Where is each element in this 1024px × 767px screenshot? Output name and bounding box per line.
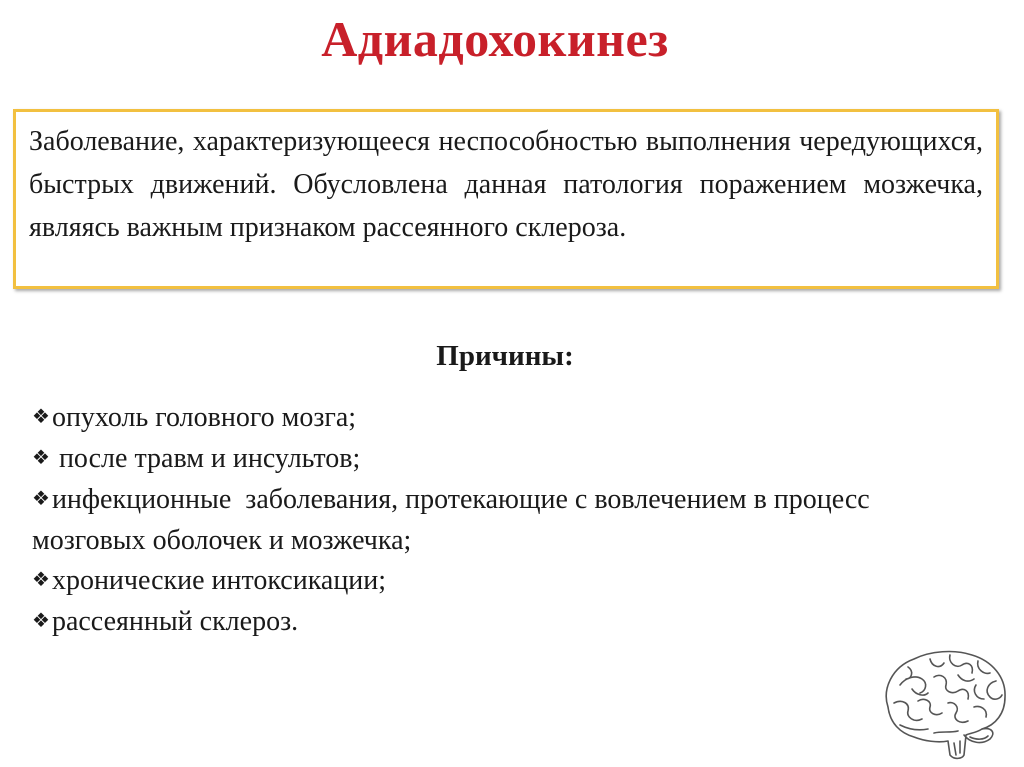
- brain-icon: [878, 645, 1010, 763]
- cause-item: [32, 602, 972, 643]
- cause-item: [32, 439, 972, 480]
- diamond-bullet-icon: ❖: [32, 567, 50, 591]
- cause-text: инфекционные заболевания, протекающие с вовлечением в процесс мозговых оболочек и мозжечка;: [32, 484, 877, 556]
- definition-text: Заболевание, характеризующееся неспособностью выполнения чередующихся, быстрых движений. Обусловлена данная патология поражением мозжечка, являясь важным признаком рассеянного склероза.: [29, 126, 983, 243]
- diamond-bullet-icon: ❖: [32, 404, 50, 428]
- cause-text: хронические интоксикации;: [51, 565, 387, 596]
- cause-text: рассеянный склероз.: [51, 606, 299, 637]
- cause-item: [32, 398, 972, 439]
- cause-item: [32, 561, 972, 602]
- causes-list: [32, 398, 972, 643]
- cause-text: после травм и инсультов;: [51, 443, 361, 474]
- causes-heading: Причины:: [436, 340, 574, 372]
- definition-box: [13, 109, 999, 289]
- diamond-bullet-icon: ❖: [32, 486, 50, 510]
- cause-text: опухоль головного мозга;: [51, 402, 357, 433]
- diamond-bullet-icon: ❖: [32, 608, 50, 632]
- diamond-bullet-icon: ❖: [32, 445, 50, 469]
- slide-title: Адиадохокинез: [321, 11, 669, 67]
- cause-item: [32, 480, 972, 561]
